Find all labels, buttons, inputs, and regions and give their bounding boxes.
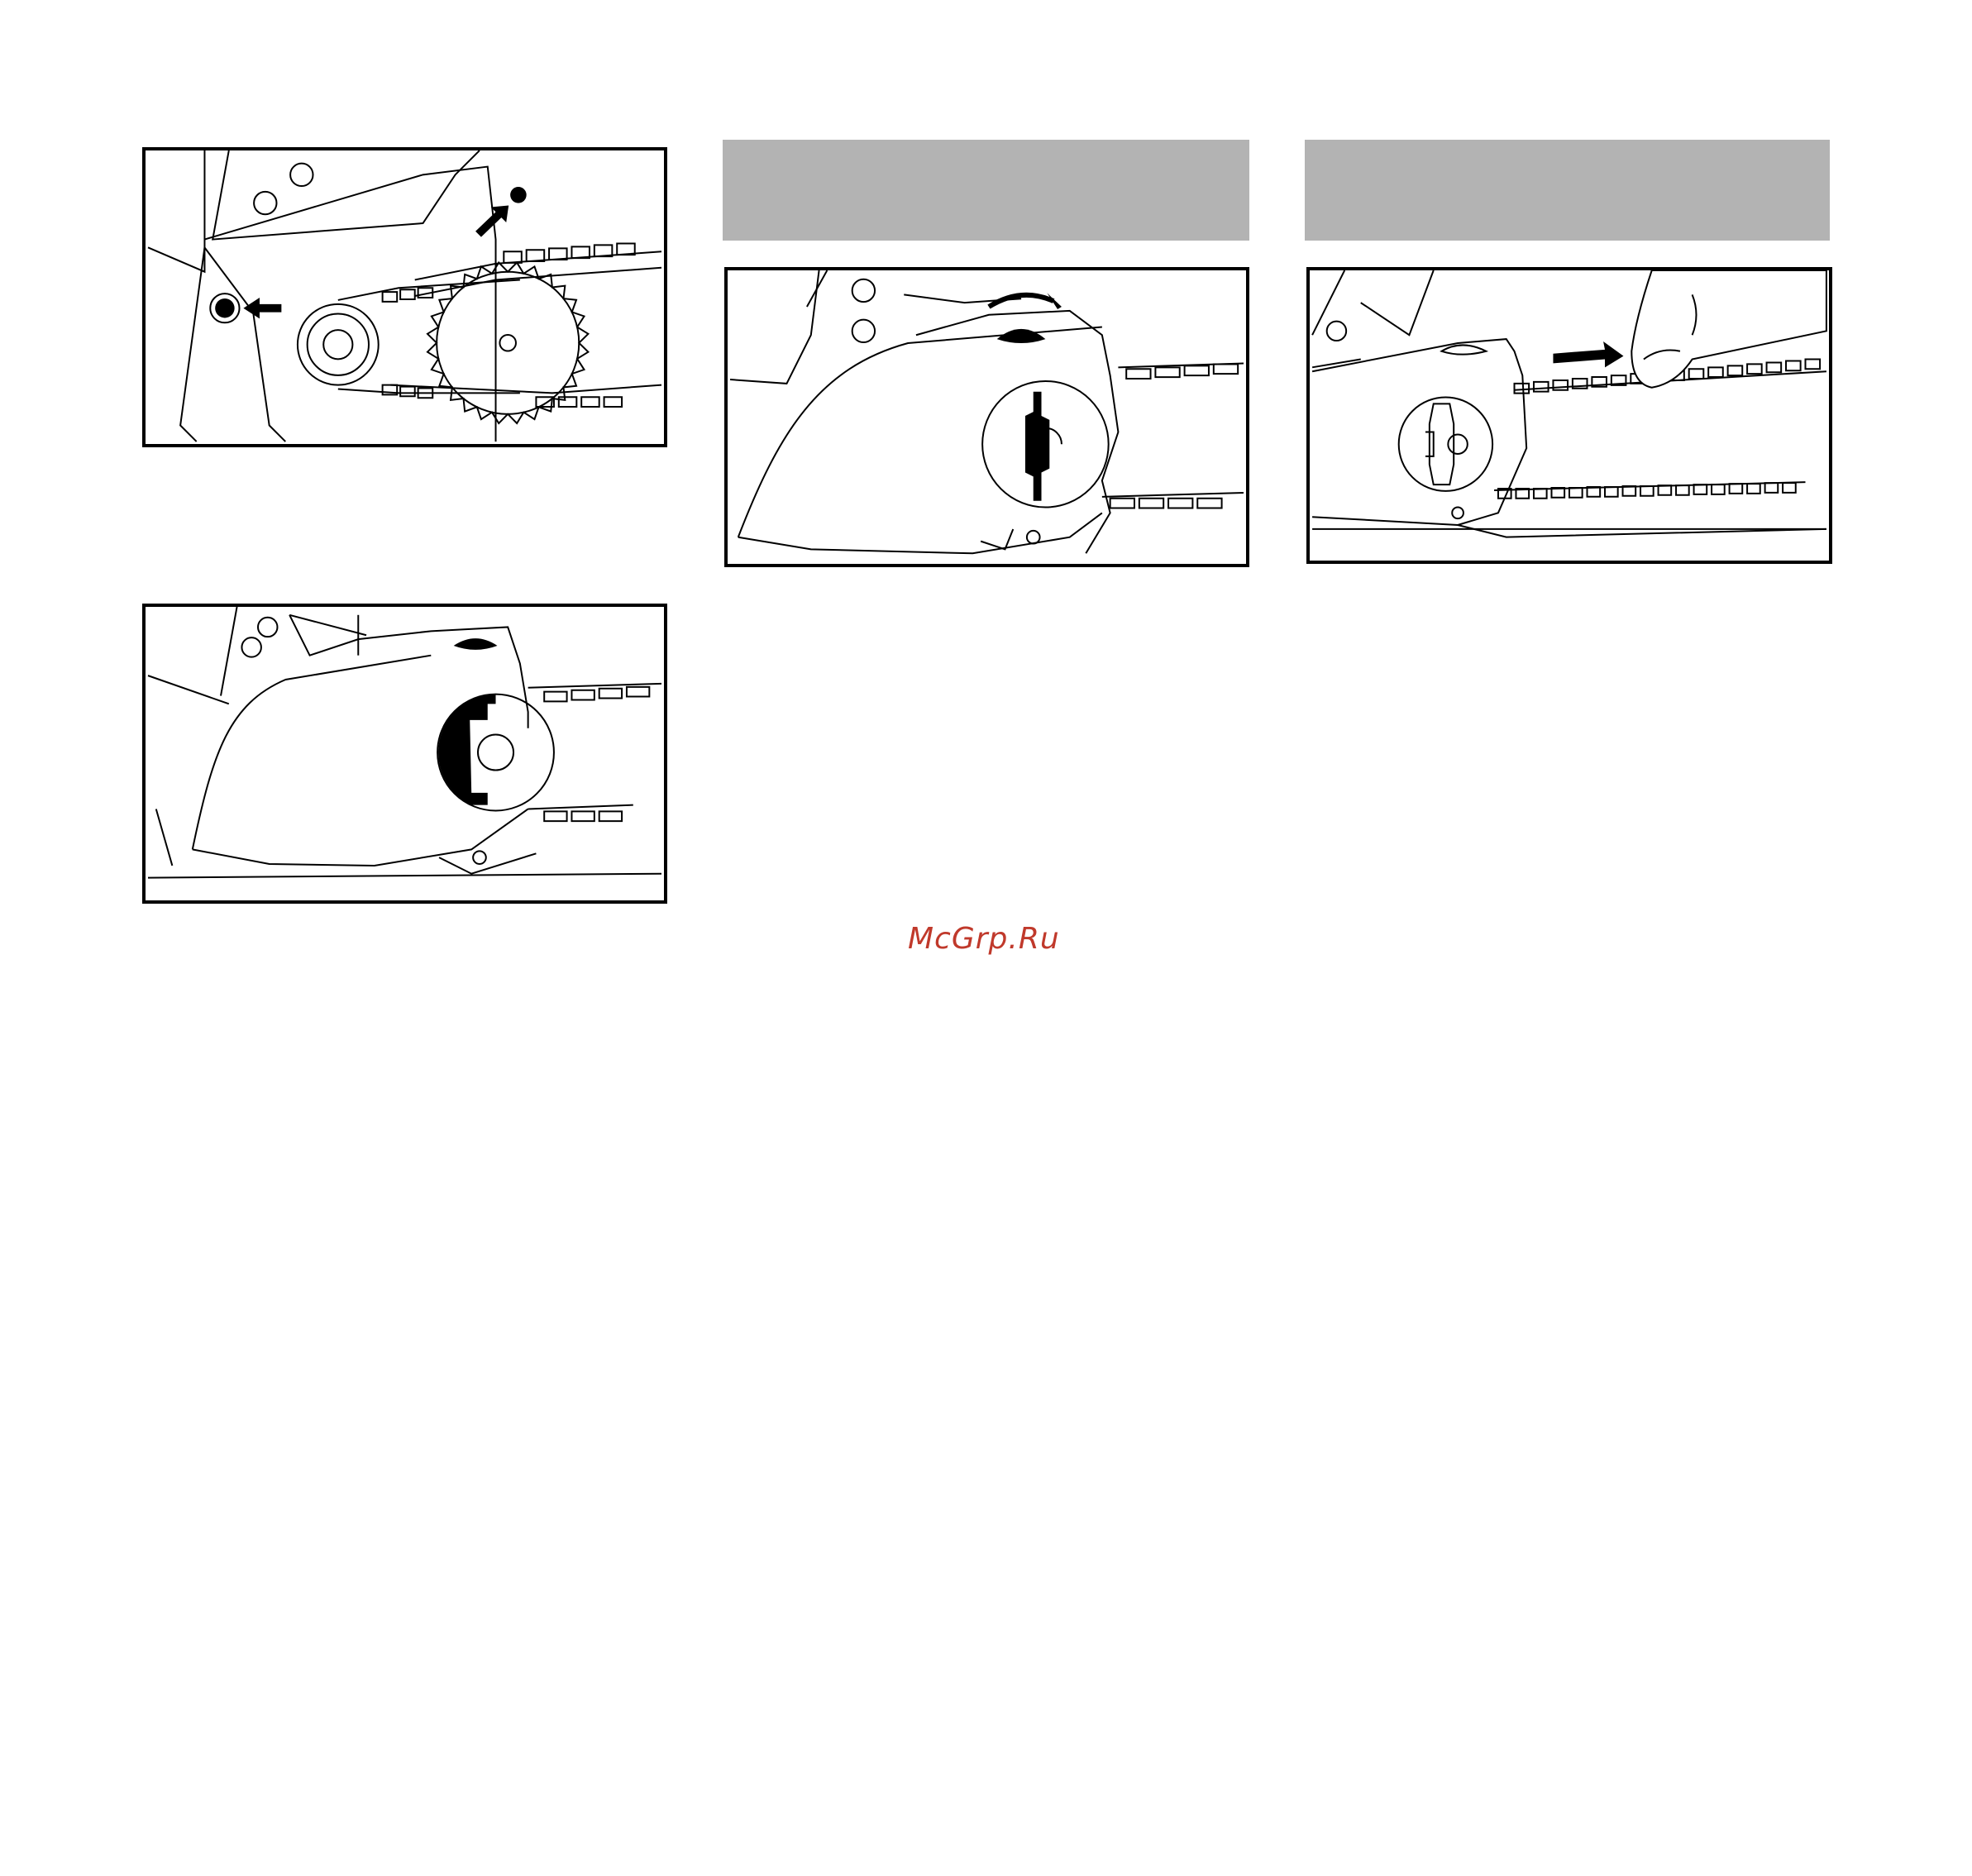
figure-tensioner-rotate (724, 267, 1249, 567)
figure-chain-pull (1306, 267, 1832, 564)
arrow-icon (1553, 341, 1623, 367)
tensioner-illustration (728, 270, 1246, 564)
chain-pull-illustration (1310, 270, 1829, 561)
cover-illustration (146, 607, 664, 900)
figure-sprocket-exposed (142, 147, 667, 447)
watermark-text: McGrp.Ru (908, 922, 1060, 956)
arrow-icon (243, 298, 281, 318)
sprocket-teeth (427, 263, 588, 423)
curved-arrow-icon (989, 293, 1062, 309)
header-bar-middle (723, 140, 1249, 241)
figure-cover-installed (142, 604, 667, 904)
header-bar-right (1305, 140, 1830, 241)
sprocket-illustration (146, 150, 664, 444)
